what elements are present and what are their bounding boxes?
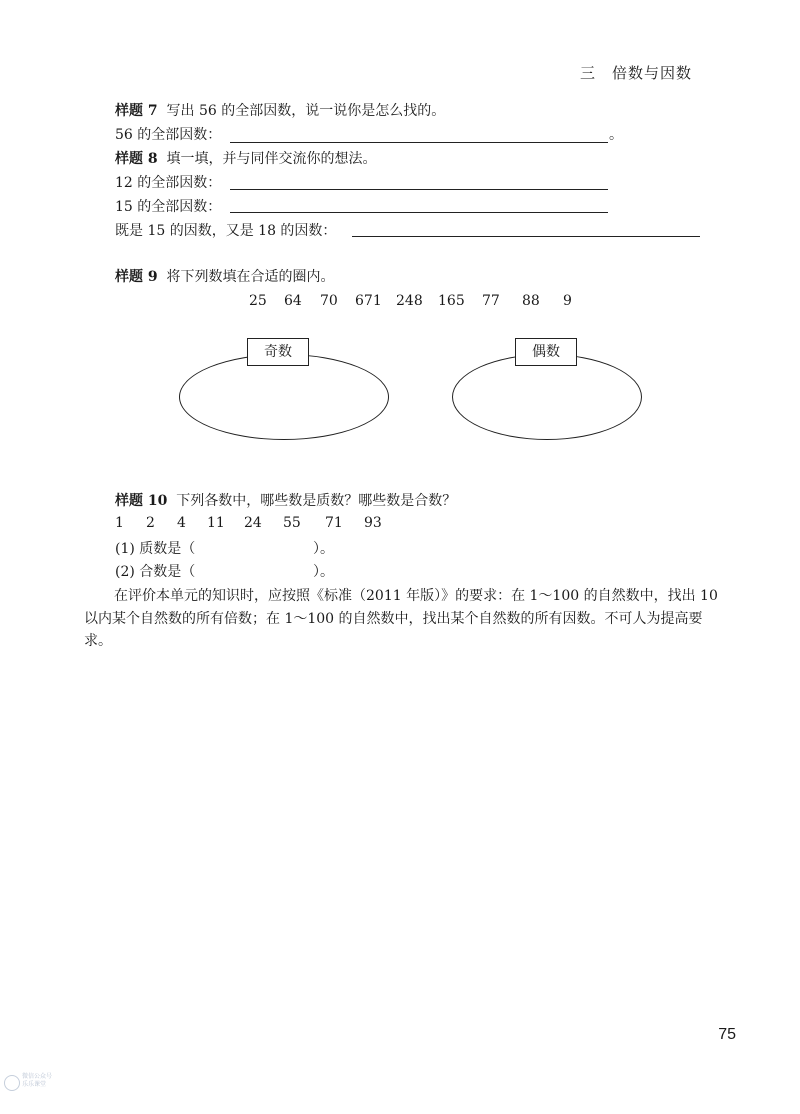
even-numbers-label: 偶数 [515,338,577,366]
q7-prompt: 写出 56 的全部因数，说一说你是怎么找的。 [166,103,446,119]
q10-number: 1 [115,515,124,531]
q10-label: 样题 10 [115,493,168,509]
q8-line3-label: 既是 15 的因数，又是 18 的因数： [115,223,337,239]
q10-heading [115,492,456,510]
q8-prompt: 填一填，并与同伴交流你的想法。 [166,151,377,167]
q10-item2-end: ）。 [313,564,334,580]
q10-item1-blank[interactable] [213,540,313,558]
q9-number: 64 [284,293,302,309]
q10-item1-end: ）。 [313,541,334,557]
odd-numbers-label: 奇数 [247,338,309,366]
q8-heading [115,150,377,168]
q9-number: 165 [438,293,465,309]
q10-item2-blank[interactable] [213,563,313,581]
q10-number: 4 [177,515,186,531]
q8-answer-line-3[interactable] [352,236,700,237]
q9-number: 671 [355,293,382,309]
q8-answer-line-1[interactable] [230,189,608,190]
q7-answer-line[interactable] [230,142,608,143]
watermark-icon [4,1075,20,1091]
q10-number: 11 [207,515,225,531]
q9-number: 88 [522,293,540,309]
even-numbers-circle[interactable] [452,354,642,440]
q10-prompt: 下列各数中，哪些数是质数？哪些数是合数？ [176,493,457,509]
q8-label: 样题 8 [115,151,158,167]
q10-number: 71 [325,515,343,531]
q9-number: 248 [396,293,423,309]
page-number: 75 [718,1026,736,1043]
q9-number: 77 [482,293,500,309]
q10-number: 93 [364,515,382,531]
q10-number: 24 [244,515,262,531]
q10-item2-label: (2) 合数是（ [115,564,196,580]
watermark-line1: 微信公众号 [22,1073,53,1080]
watermark [22,1073,52,1089]
q8-line2-label: 15 的全部因数： [115,199,222,215]
q8-answer-line-2[interactable] [230,212,608,213]
q9-number: 70 [320,293,338,309]
q7-line1-end: 。 [609,127,623,143]
guidance-paragraph: 在评价本单元的知识时，应按照《标准（2011 年版）》的要求：在 1～100 的自然数中，找出 10 以内某个自然数的所有倍数；在 1～100 的自然数中，找出某个自然数的所有因数。不可人为提高要求。 [84,588,718,649]
q9-number: 25 [249,293,267,309]
q9-label: 样题 9 [115,269,158,285]
q9-prompt: 将下列数填在合适的圈内。 [166,269,335,285]
q7-line1-label: 56 的全部因数： [115,127,222,143]
q10-item1-label: (1) 质数是（ [115,541,196,557]
q10-number: 55 [283,515,301,531]
q9-heading [115,268,335,286]
q7-heading [115,102,445,120]
section-number: 三 [579,64,596,82]
q10-number: 2 [146,515,155,531]
section-title: 倍数与因数 [611,64,692,82]
q7-label: 样题 7 [115,103,158,119]
odd-numbers-circle[interactable] [179,354,389,440]
watermark-line2: 乐乐课堂 [22,1081,47,1088]
q9-number: 9 [563,293,572,309]
q8-line1-label: 12 的全部因数： [115,175,222,191]
running-header [580,62,692,83]
